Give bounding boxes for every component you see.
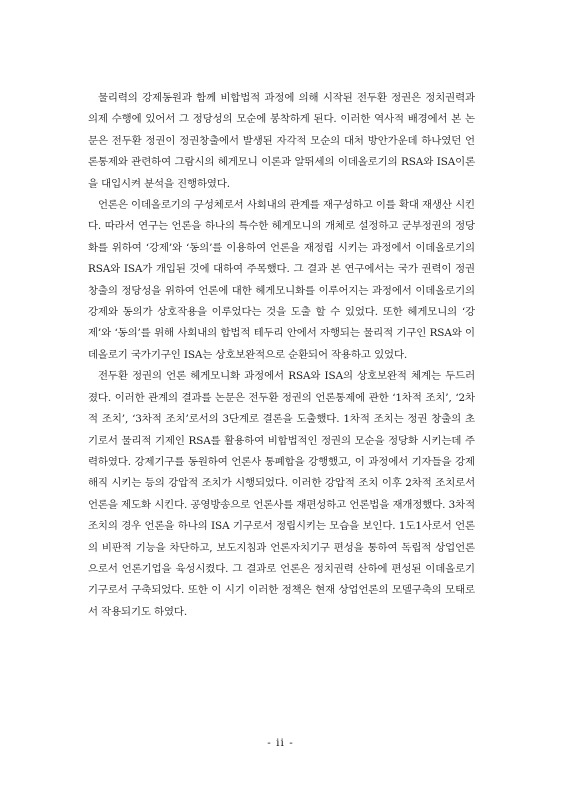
abstract-body	[88, 88, 475, 623]
page-number: - ii -	[267, 737, 294, 749]
paragraph-1: 물리력의 강제동원과 함께 비합법적 과정에 의해 시작된 전두환 정권은 정치권력과 의제 수행에 있어서 그 정당성의 모순에 봉착하게 된다. 이러한 역사적 배경에서 본 논문은 전두환 정권이 정권창출에서 발생된 자각적 모순의 대처 방안가운데 하나였던 언론통제와 관련하여 그람시의 헤게모니 이론과 알뛰세의 이데올로기의 RSA와 ISA이론을 대입시켜 분석을 진행하였다.	[88, 92, 475, 190]
paragraph-2: 언론은 이데올로기의 구성체로서 사회내의 관계를 재구성하고 이를 확대 재생산 시킨다. 따라서 연구는 언론을 하나의 특수한 헤게모니의 개체로 설정하고 군부정권의 정당화를 위하여 ‘강제’와 ‘동의’를 이용하여 언론을 재정립 시키는 과정에서 이데올로기의 RSA와 ISA가 개입된 것에 대하여 주목했다. 그 결과 본 연구에서는 국가 권력이 정권창출의 정당성을 위하여 언론에 대한 헤게모니화를 이루어지는 과정에서 이데올로기의 강제와 동의가 상호작용을 이루었다는 것을 도출 할 수 있었다. 또한 헤게모니의 ‘강제’와 ‘동의’를 위해 사회내의 합법적 테두리 안에서 자행되는 물리적 기구인 RSA와 이데올로기 국가기구인 ISA는 상호보완적으로 순환되어 작용하고 있었다.	[88, 199, 475, 361]
paragraph-3: 전두환 정권의 언론 헤게모니화 과정에서 RSA와 ISA의 상호보완적 체계는 두드러졌다. 이러한 관계의 결과를 논문은 전두환 정권의 언론통제에 관한 ‘1차적 조치’, ‘2차적 조치’, ‘3차적 조치’로서의 3단계로 결론을 도출했다. 1차적 조치는 정권 창출의 초기로서 물리적 기제인 RSA를 활용하여 비합법적인 정권의 모순을 정당화 시키는데 주력하였다. 강제기구를 동원하여 언론사 통폐합을 강행했고, 이 과정에서 기자들을 강제해직 시키는 등의 강압적 조치가 시행되었다. 이러한 강압적 조치 이후 2차적 조치로서 언론을 제도화 시킨다. 공영방송으로 언론사를 재편성하고 언론법을 재개정했다. 3차적 조치의 경우 언론을 하나의 ISA 기구로서 정립시키는 모습을 보인다. 1도1사로서 언론의 비판적 기능을 차단하고, 보도지침과 언론자치기구 편성을 통하여 독립적 상업언론으로서 언론기업을 육성시켰다. 그 결과로 언론은 정치권력 산하에 편성된 이데올로기 기구로서 구축되었다. 또한 이 시기 이러한 정책은 현재 상업언론의 모델구축의 모태로서 작용되기도 하였다.	[88, 370, 476, 618]
